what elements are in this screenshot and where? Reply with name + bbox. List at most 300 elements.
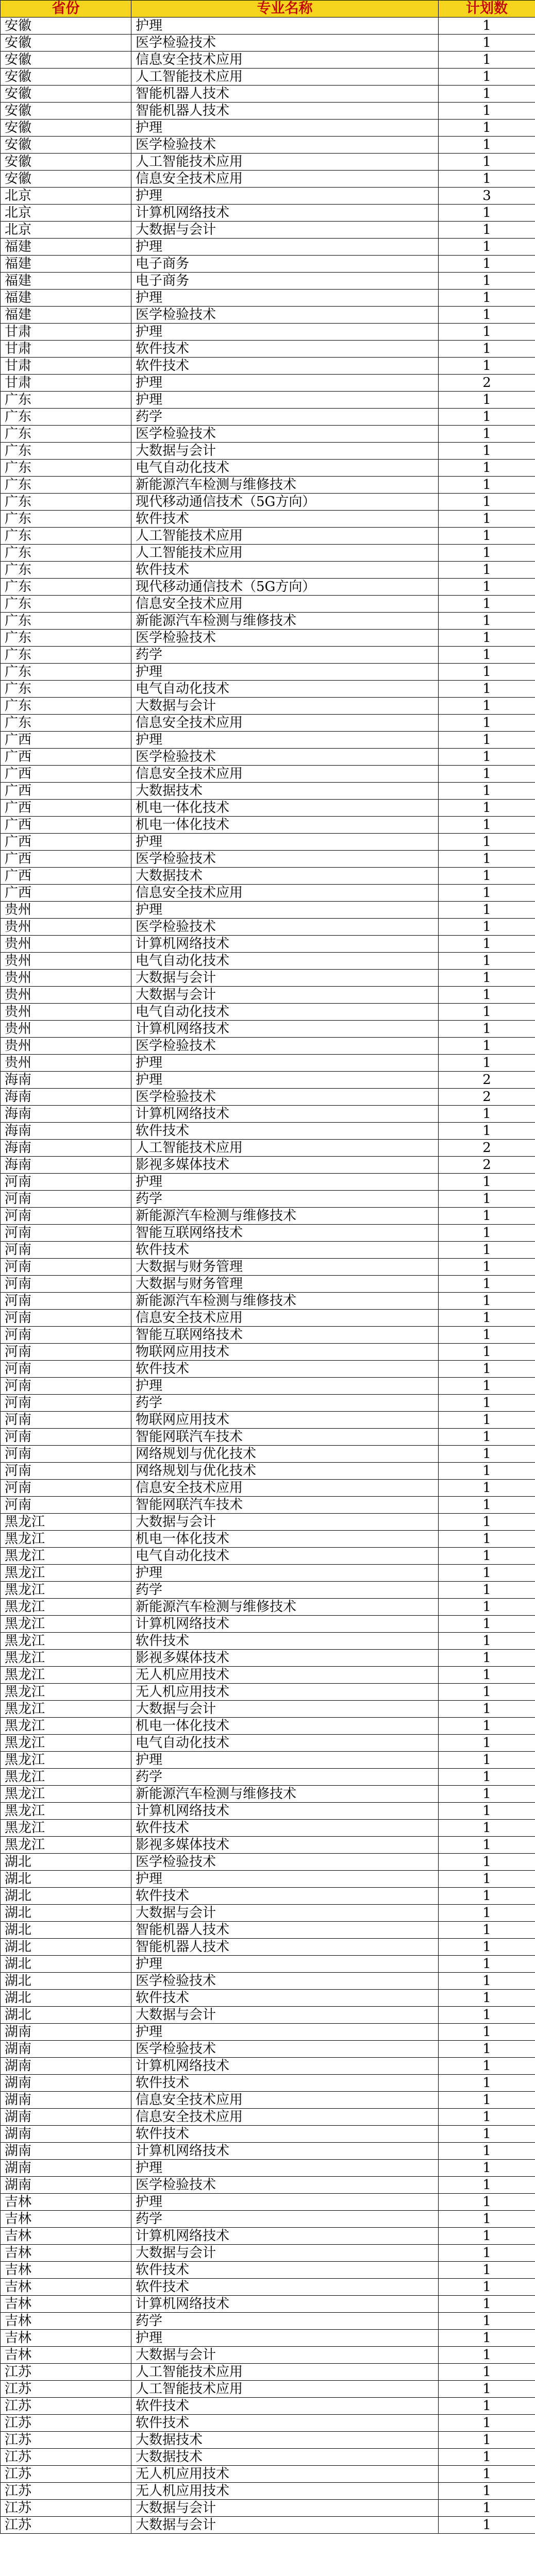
cell-plan[interactable]: 1 — [439, 1565, 535, 1582]
cell-major[interactable]: 护理 — [131, 239, 439, 256]
cell-plan[interactable]: 1 — [439, 1106, 535, 1123]
cell-plan[interactable]: 1 — [439, 987, 535, 1004]
cell-plan[interactable]: 1 — [439, 1633, 535, 1650]
cell-province[interactable]: 广西 — [1, 834, 131, 851]
cell-major[interactable]: 物联网应用技术 — [131, 1344, 439, 1361]
cell-plan[interactable]: 1 — [439, 137, 535, 154]
cell-major[interactable]: 大数据与会计 — [131, 222, 439, 239]
cell-plan[interactable]: 1 — [439, 970, 535, 987]
cell-major[interactable]: 软件技术 — [131, 1242, 439, 1259]
cell-major[interactable]: 信息安全技术应用 — [131, 715, 439, 732]
cell-major[interactable]: 人工智能技术应用 — [131, 2364, 439, 2381]
cell-plan[interactable]: 1 — [439, 409, 535, 426]
cell-major[interactable]: 网络规划与优化技术 — [131, 1463, 439, 1480]
cell-province[interactable]: 广东 — [1, 426, 131, 443]
cell-major[interactable]: 智能机器人技术 — [131, 103, 439, 120]
cell-province[interactable]: 福建 — [1, 290, 131, 307]
cell-major[interactable]: 计算机网络技术 — [131, 1803, 439, 1820]
cell-plan[interactable]: 1 — [439, 749, 535, 766]
cell-major[interactable]: 医学检验技术 — [131, 919, 439, 936]
cell-major[interactable]: 护理 — [131, 2160, 439, 2177]
cell-plan[interactable]: 1 — [439, 1786, 535, 1803]
cell-plan[interactable]: 1 — [439, 1650, 535, 1667]
cell-province[interactable]: 湖南 — [1, 2058, 131, 2075]
cell-plan[interactable]: 1 — [439, 681, 535, 698]
cell-plan[interactable]: 1 — [439, 52, 535, 69]
cell-province[interactable]: 河南 — [1, 1412, 131, 1429]
cell-province[interactable]: 黑龙江 — [1, 1752, 131, 1769]
cell-plan[interactable]: 1 — [439, 426, 535, 443]
cell-major[interactable]: 医学检验技术 — [131, 749, 439, 766]
cell-major[interactable]: 护理 — [131, 1565, 439, 1582]
cell-province[interactable]: 黑龙江 — [1, 1667, 131, 1684]
cell-major[interactable]: 大数据技术 — [131, 783, 439, 800]
cell-province[interactable]: 黑龙江 — [1, 1684, 131, 1701]
cell-province[interactable]: 广东 — [1, 528, 131, 545]
cell-major[interactable]: 计算机网络技术 — [131, 936, 439, 953]
cell-plan[interactable]: 1 — [439, 1327, 535, 1344]
cell-province[interactable]: 广东 — [1, 613, 131, 630]
cell-plan[interactable]: 1 — [439, 1752, 535, 1769]
cell-province[interactable]: 黑龙江 — [1, 1633, 131, 1650]
cell-province[interactable]: 海南 — [1, 1089, 131, 1106]
cell-province[interactable]: 黑龙江 — [1, 1769, 131, 1786]
cell-major[interactable]: 智能机器人技术 — [131, 1939, 439, 1956]
cell-plan[interactable]: 1 — [439, 1514, 535, 1531]
cell-province[interactable]: 安徽 — [1, 137, 131, 154]
cell-province[interactable]: 安徽 — [1, 18, 131, 35]
cell-major[interactable]: 软件技术 — [131, 358, 439, 375]
cell-major[interactable]: 信息安全技术应用 — [131, 1480, 439, 1497]
cell-plan[interactable]: 1 — [439, 392, 535, 409]
cell-plan[interactable]: 1 — [439, 171, 535, 188]
cell-province[interactable]: 贵州 — [1, 1021, 131, 1038]
cell-major[interactable]: 大数据技术 — [131, 2432, 439, 2449]
cell-province[interactable]: 福建 — [1, 307, 131, 324]
cell-major[interactable]: 药学 — [131, 409, 439, 426]
cell-major[interactable]: 大数据与会计 — [131, 1514, 439, 1531]
cell-plan[interactable]: 1 — [439, 2449, 535, 2466]
cell-plan[interactable]: 1 — [439, 2177, 535, 2194]
cell-plan[interactable]: 1 — [439, 834, 535, 851]
cell-province[interactable]: 福建 — [1, 256, 131, 273]
cell-major[interactable]: 医学检验技术 — [131, 1038, 439, 1055]
cell-major[interactable]: 软件技术 — [131, 1820, 439, 1837]
cell-plan[interactable]: 1 — [439, 613, 535, 630]
cell-plan[interactable]: 1 — [439, 1837, 535, 1854]
cell-major[interactable]: 护理 — [131, 1752, 439, 1769]
cell-major[interactable]: 医学检验技术 — [131, 630, 439, 647]
cell-plan[interactable]: 1 — [439, 239, 535, 256]
cell-major[interactable]: 大数据与会计 — [131, 2347, 439, 2364]
cell-major[interactable]: 软件技术 — [131, 2075, 439, 2092]
cell-plan[interactable]: 1 — [439, 2143, 535, 2160]
cell-province[interactable]: 海南 — [1, 1072, 131, 1089]
cell-major[interactable]: 护理 — [131, 1378, 439, 1395]
cell-province[interactable]: 吉林 — [1, 2347, 131, 2364]
cell-plan[interactable]: 1 — [439, 1599, 535, 1616]
cell-province[interactable]: 河南 — [1, 1446, 131, 1463]
cell-plan[interactable]: 1 — [439, 494, 535, 511]
cell-plan[interactable]: 1 — [439, 1922, 535, 1939]
cell-province[interactable]: 湖北 — [1, 1905, 131, 1922]
cell-major[interactable]: 护理 — [131, 834, 439, 851]
column-header-province[interactable]: 省份 — [1, 1, 131, 18]
cell-plan[interactable]: 1 — [439, 1242, 535, 1259]
cell-major[interactable]: 机电一体化技术 — [131, 817, 439, 834]
cell-province[interactable]: 河南 — [1, 1276, 131, 1293]
cell-plan[interactable]: 1 — [439, 647, 535, 664]
cell-province[interactable]: 贵州 — [1, 1004, 131, 1021]
cell-province[interactable]: 广东 — [1, 409, 131, 426]
cell-province[interactable]: 广东 — [1, 596, 131, 613]
cell-province[interactable]: 湖南 — [1, 2126, 131, 2143]
cell-major[interactable]: 护理 — [131, 1072, 439, 1089]
cell-major[interactable]: 人工智能技术应用 — [131, 154, 439, 171]
cell-major[interactable]: 医学检验技术 — [131, 2177, 439, 2194]
cell-province[interactable]: 贵州 — [1, 936, 131, 953]
cell-province[interactable]: 贵州 — [1, 902, 131, 919]
cell-plan[interactable]: 1 — [439, 2313, 535, 2330]
cell-plan[interactable]: 2 — [439, 1089, 535, 1106]
cell-province[interactable]: 贵州 — [1, 953, 131, 970]
cell-major[interactable]: 护理 — [131, 2330, 439, 2347]
cell-plan[interactable]: 1 — [439, 2500, 535, 2517]
column-header-major[interactable]: 专业名称 — [131, 1, 439, 18]
cell-province[interactable]: 广东 — [1, 460, 131, 477]
cell-province[interactable]: 福建 — [1, 239, 131, 256]
cell-plan[interactable]: 1 — [439, 2007, 535, 2024]
cell-major[interactable]: 新能源汽车检测与维修技术 — [131, 477, 439, 494]
cell-province[interactable]: 广东 — [1, 443, 131, 460]
cell-province[interactable]: 安徽 — [1, 120, 131, 137]
cell-province[interactable]: 甘肃 — [1, 324, 131, 341]
cell-plan[interactable]: 1 — [439, 2160, 535, 2177]
cell-province[interactable]: 黑龙江 — [1, 1650, 131, 1667]
cell-plan[interactable]: 1 — [439, 443, 535, 460]
cell-major[interactable]: 机电一体化技术 — [131, 1718, 439, 1735]
cell-province[interactable]: 河南 — [1, 1310, 131, 1327]
cell-plan[interactable]: 1 — [439, 1531, 535, 1548]
cell-major[interactable]: 无人机应用技术 — [131, 1684, 439, 1701]
cell-major[interactable]: 信息安全技术应用 — [131, 171, 439, 188]
cell-province[interactable]: 河南 — [1, 1225, 131, 1242]
cell-plan[interactable]: 2 — [439, 1157, 535, 1174]
cell-province[interactable]: 安徽 — [1, 86, 131, 103]
cell-major[interactable]: 软件技术 — [131, 1633, 439, 1650]
cell-major[interactable]: 护理 — [131, 120, 439, 137]
cell-plan[interactable]: 1 — [439, 290, 535, 307]
cell-plan[interactable]: 1 — [439, 1276, 535, 1293]
cell-major[interactable]: 电气自动化技术 — [131, 681, 439, 698]
cell-plan[interactable]: 1 — [439, 2024, 535, 2041]
cell-major[interactable]: 影视多媒体技术 — [131, 1837, 439, 1854]
cell-major[interactable]: 电气自动化技术 — [131, 1735, 439, 1752]
cell-province[interactable]: 海南 — [1, 1140, 131, 1157]
cell-plan[interactable]: 1 — [439, 205, 535, 222]
cell-plan[interactable]: 1 — [439, 1701, 535, 1718]
cell-plan[interactable]: 1 — [439, 1905, 535, 1922]
cell-major[interactable]: 护理 — [131, 1055, 439, 1072]
cell-plan[interactable]: 1 — [439, 1191, 535, 1208]
cell-major[interactable]: 现代移动通信技术（5G方向） — [131, 579, 439, 596]
cell-plan[interactable]: 1 — [439, 579, 535, 596]
cell-major[interactable]: 药学 — [131, 2211, 439, 2228]
cell-province[interactable]: 黑龙江 — [1, 1599, 131, 1616]
cell-plan[interactable]: 1 — [439, 1021, 535, 1038]
cell-plan[interactable]: 1 — [439, 1412, 535, 1429]
cell-province[interactable]: 河南 — [1, 1395, 131, 1412]
cell-plan[interactable]: 1 — [439, 698, 535, 715]
cell-plan[interactable]: 1 — [439, 273, 535, 290]
cell-plan[interactable]: 1 — [439, 1684, 535, 1701]
cell-major[interactable]: 电气自动化技术 — [131, 953, 439, 970]
cell-province[interactable]: 广东 — [1, 511, 131, 528]
cell-major[interactable]: 护理 — [131, 290, 439, 307]
cell-major[interactable]: 大数据与会计 — [131, 2007, 439, 2024]
cell-province[interactable]: 广东 — [1, 392, 131, 409]
cell-plan[interactable]: 1 — [439, 783, 535, 800]
cell-major[interactable]: 智能互联网络技术 — [131, 1225, 439, 1242]
cell-major[interactable]: 物联网应用技术 — [131, 1412, 439, 1429]
cell-plan[interactable]: 1 — [439, 2279, 535, 2296]
cell-province[interactable]: 江苏 — [1, 2364, 131, 2381]
cell-major[interactable]: 护理 — [131, 18, 439, 35]
cell-major[interactable]: 药学 — [131, 1191, 439, 1208]
cell-province[interactable]: 广西 — [1, 800, 131, 817]
cell-province[interactable]: 湖北 — [1, 1888, 131, 1905]
cell-province[interactable]: 广东 — [1, 630, 131, 647]
cell-major[interactable]: 护理 — [131, 2024, 439, 2041]
cell-province[interactable]: 广东 — [1, 698, 131, 715]
cell-province[interactable]: 安徽 — [1, 35, 131, 52]
cell-province[interactable]: 吉林 — [1, 2330, 131, 2347]
cell-major[interactable]: 计算机网络技术 — [131, 2143, 439, 2160]
cell-province[interactable]: 广东 — [1, 477, 131, 494]
cell-plan[interactable]: 1 — [439, 1208, 535, 1225]
cell-province[interactable]: 河南 — [1, 1361, 131, 1378]
cell-province[interactable]: 黑龙江 — [1, 1701, 131, 1718]
cell-plan[interactable]: 1 — [439, 2330, 535, 2347]
cell-major[interactable]: 药学 — [131, 1395, 439, 1412]
cell-plan[interactable]: 1 — [439, 1446, 535, 1463]
cell-major[interactable]: 大数据与会计 — [131, 1905, 439, 1922]
cell-plan[interactable]: 2 — [439, 1072, 535, 1089]
cell-major[interactable]: 医学检验技术 — [131, 137, 439, 154]
cell-major[interactable]: 护理 — [131, 324, 439, 341]
cell-major[interactable]: 新能源汽车检测与维修技术 — [131, 613, 439, 630]
cell-major[interactable]: 大数据与会计 — [131, 698, 439, 715]
cell-major[interactable]: 现代移动通信技术（5G方向） — [131, 494, 439, 511]
cell-major[interactable]: 软件技术 — [131, 2126, 439, 2143]
cell-major[interactable]: 大数据与财务管理 — [131, 1259, 439, 1276]
cell-major[interactable]: 大数据与会计 — [131, 987, 439, 1004]
cell-plan[interactable]: 1 — [439, 1174, 535, 1191]
cell-plan[interactable]: 1 — [439, 2432, 535, 2449]
cell-major[interactable]: 软件技术 — [131, 1888, 439, 1905]
cell-major[interactable]: 大数据与会计 — [131, 2245, 439, 2262]
cell-plan[interactable]: 1 — [439, 1497, 535, 1514]
cell-province[interactable]: 吉林 — [1, 2313, 131, 2330]
cell-province[interactable]: 贵州 — [1, 987, 131, 1004]
cell-province[interactable]: 广西 — [1, 885, 131, 902]
cell-province[interactable]: 黑龙江 — [1, 1820, 131, 1837]
cell-plan[interactable]: 1 — [439, 86, 535, 103]
cell-plan[interactable]: 1 — [439, 2041, 535, 2058]
cell-plan[interactable]: 1 — [439, 1259, 535, 1276]
cell-major[interactable]: 计算机网络技术 — [131, 2228, 439, 2245]
cell-major[interactable]: 电气自动化技术 — [131, 1548, 439, 1565]
cell-major[interactable]: 大数据与会计 — [131, 2517, 439, 2534]
cell-plan[interactable]: 1 — [439, 1667, 535, 1684]
cell-major[interactable]: 大数据与会计 — [131, 1701, 439, 1718]
cell-province[interactable]: 北京 — [1, 188, 131, 205]
cell-plan[interactable]: 1 — [439, 2483, 535, 2500]
cell-province[interactable]: 河南 — [1, 1327, 131, 1344]
cell-plan[interactable]: 1 — [439, 2466, 535, 2483]
cell-province[interactable]: 河南 — [1, 1463, 131, 1480]
cell-province[interactable]: 江苏 — [1, 2449, 131, 2466]
cell-province[interactable]: 黑龙江 — [1, 1616, 131, 1633]
cell-plan[interactable]: 1 — [439, 732, 535, 749]
cell-major[interactable]: 软件技术 — [131, 1361, 439, 1378]
cell-major[interactable]: 护理 — [131, 902, 439, 919]
cell-major[interactable]: 人工智能技术应用 — [131, 528, 439, 545]
cell-plan[interactable]: 1 — [439, 664, 535, 681]
cell-major[interactable]: 软件技术 — [131, 562, 439, 579]
cell-plan[interactable]: 1 — [439, 477, 535, 494]
cell-major[interactable]: 电气自动化技术 — [131, 1004, 439, 1021]
cell-major[interactable]: 计算机网络技术 — [131, 1616, 439, 1633]
cell-province[interactable]: 广西 — [1, 851, 131, 868]
cell-major[interactable]: 新能源汽车检测与维修技术 — [131, 1293, 439, 1310]
cell-plan[interactable]: 1 — [439, 1395, 535, 1412]
cell-plan[interactable]: 1 — [439, 1344, 535, 1361]
cell-plan[interactable]: 1 — [439, 902, 535, 919]
cell-province[interactable]: 江苏 — [1, 2500, 131, 2517]
cell-province[interactable]: 海南 — [1, 1106, 131, 1123]
cell-major[interactable]: 影视多媒体技术 — [131, 1650, 439, 1667]
cell-major[interactable]: 人工智能技术应用 — [131, 545, 439, 562]
cell-plan[interactable]: 1 — [439, 341, 535, 358]
cell-major[interactable]: 医学检验技术 — [131, 1973, 439, 1990]
cell-province[interactable]: 海南 — [1, 1157, 131, 1174]
cell-province[interactable]: 安徽 — [1, 103, 131, 120]
cell-province[interactable]: 贵州 — [1, 1038, 131, 1055]
cell-plan[interactable]: 2 — [439, 375, 535, 392]
cell-plan[interactable]: 1 — [439, 1429, 535, 1446]
cell-plan[interactable]: 1 — [439, 2262, 535, 2279]
cell-major[interactable]: 智能机器人技术 — [131, 1922, 439, 1939]
cell-plan[interactable]: 3 — [439, 188, 535, 205]
cell-major[interactable]: 护理 — [131, 664, 439, 681]
cell-major[interactable]: 药学 — [131, 1769, 439, 1786]
cell-plan[interactable]: 1 — [439, 1871, 535, 1888]
cell-major[interactable]: 护理 — [131, 188, 439, 205]
cell-plan[interactable]: 1 — [439, 358, 535, 375]
cell-province[interactable]: 河南 — [1, 1378, 131, 1395]
cell-major[interactable]: 智能网联汽车技术 — [131, 1429, 439, 1446]
cell-major[interactable]: 软件技术 — [131, 2415, 439, 2432]
cell-major[interactable]: 智能机器人技术 — [131, 86, 439, 103]
cell-plan[interactable]: 1 — [439, 528, 535, 545]
cell-major[interactable]: 软件技术 — [131, 1990, 439, 2007]
cell-plan[interactable]: 1 — [439, 2194, 535, 2211]
cell-province[interactable]: 湖南 — [1, 2075, 131, 2092]
cell-major[interactable]: 机电一体化技术 — [131, 800, 439, 817]
cell-plan[interactable]: 1 — [439, 2211, 535, 2228]
cell-province[interactable]: 湖南 — [1, 2024, 131, 2041]
cell-plan[interactable]: 1 — [439, 715, 535, 732]
cell-major[interactable]: 机电一体化技术 — [131, 1531, 439, 1548]
cell-major[interactable]: 护理 — [131, 1956, 439, 1973]
cell-plan[interactable]: 1 — [439, 1548, 535, 1565]
cell-major[interactable]: 信息安全技术应用 — [131, 2109, 439, 2126]
cell-plan[interactable]: 1 — [439, 35, 535, 52]
cell-province[interactable]: 广西 — [1, 817, 131, 834]
cell-major[interactable]: 电子商务 — [131, 273, 439, 290]
cell-plan[interactable]: 1 — [439, 1990, 535, 2007]
cell-plan[interactable]: 1 — [439, 800, 535, 817]
cell-province[interactable]: 甘肃 — [1, 358, 131, 375]
cell-province[interactable]: 湖南 — [1, 2160, 131, 2177]
cell-major[interactable]: 软件技术 — [131, 2398, 439, 2415]
cell-province[interactable]: 甘肃 — [1, 341, 131, 358]
cell-province[interactable]: 安徽 — [1, 154, 131, 171]
cell-province[interactable]: 黑龙江 — [1, 1514, 131, 1531]
cell-major[interactable]: 信息安全技术应用 — [131, 2092, 439, 2109]
cell-major[interactable]: 智能网联汽车技术 — [131, 1497, 439, 1514]
cell-plan[interactable]: 1 — [439, 2364, 535, 2381]
cell-major[interactable]: 医学检验技术 — [131, 1854, 439, 1871]
cell-province[interactable]: 贵州 — [1, 1055, 131, 1072]
cell-plan[interactable]: 1 — [439, 1803, 535, 1820]
cell-major[interactable]: 医学检验技术 — [131, 1089, 439, 1106]
cell-province[interactable]: 海南 — [1, 1123, 131, 1140]
cell-plan[interactable]: 1 — [439, 1582, 535, 1599]
cell-plan[interactable]: 2 — [439, 1140, 535, 1157]
cell-plan[interactable]: 1 — [439, 1718, 535, 1735]
cell-province[interactable]: 吉林 — [1, 2262, 131, 2279]
cell-plan[interactable]: 1 — [439, 919, 535, 936]
cell-province[interactable]: 吉林 — [1, 2279, 131, 2296]
cell-province[interactable]: 黑龙江 — [1, 1803, 131, 1820]
cell-major[interactable]: 新能源汽车检测与维修技术 — [131, 1208, 439, 1225]
cell-province[interactable]: 吉林 — [1, 2228, 131, 2245]
cell-major[interactable]: 医学检验技术 — [131, 307, 439, 324]
cell-plan[interactable]: 1 — [439, 307, 535, 324]
cell-province[interactable]: 河南 — [1, 1208, 131, 1225]
cell-province[interactable]: 甘肃 — [1, 375, 131, 392]
cell-plan[interactable]: 1 — [439, 1888, 535, 1905]
cell-major[interactable]: 智能互联网络技术 — [131, 1327, 439, 1344]
cell-major[interactable]: 医学检验技术 — [131, 851, 439, 868]
cell-plan[interactable]: 1 — [439, 1480, 535, 1497]
cell-major[interactable]: 软件技术 — [131, 2279, 439, 2296]
cell-province[interactable]: 江苏 — [1, 2432, 131, 2449]
cell-plan[interactable]: 1 — [439, 1820, 535, 1837]
cell-plan[interactable]: 1 — [439, 1973, 535, 1990]
cell-major[interactable]: 无人机应用技术 — [131, 2483, 439, 2500]
cell-major[interactable]: 信息安全技术应用 — [131, 596, 439, 613]
cell-province[interactable]: 湖南 — [1, 2177, 131, 2194]
cell-province[interactable]: 江苏 — [1, 2415, 131, 2432]
cell-plan[interactable]: 1 — [439, 103, 535, 120]
cell-province[interactable]: 广东 — [1, 494, 131, 511]
cell-province[interactable]: 广东 — [1, 664, 131, 681]
cell-plan[interactable]: 1 — [439, 1293, 535, 1310]
cell-major[interactable]: 大数据与财务管理 — [131, 1276, 439, 1293]
